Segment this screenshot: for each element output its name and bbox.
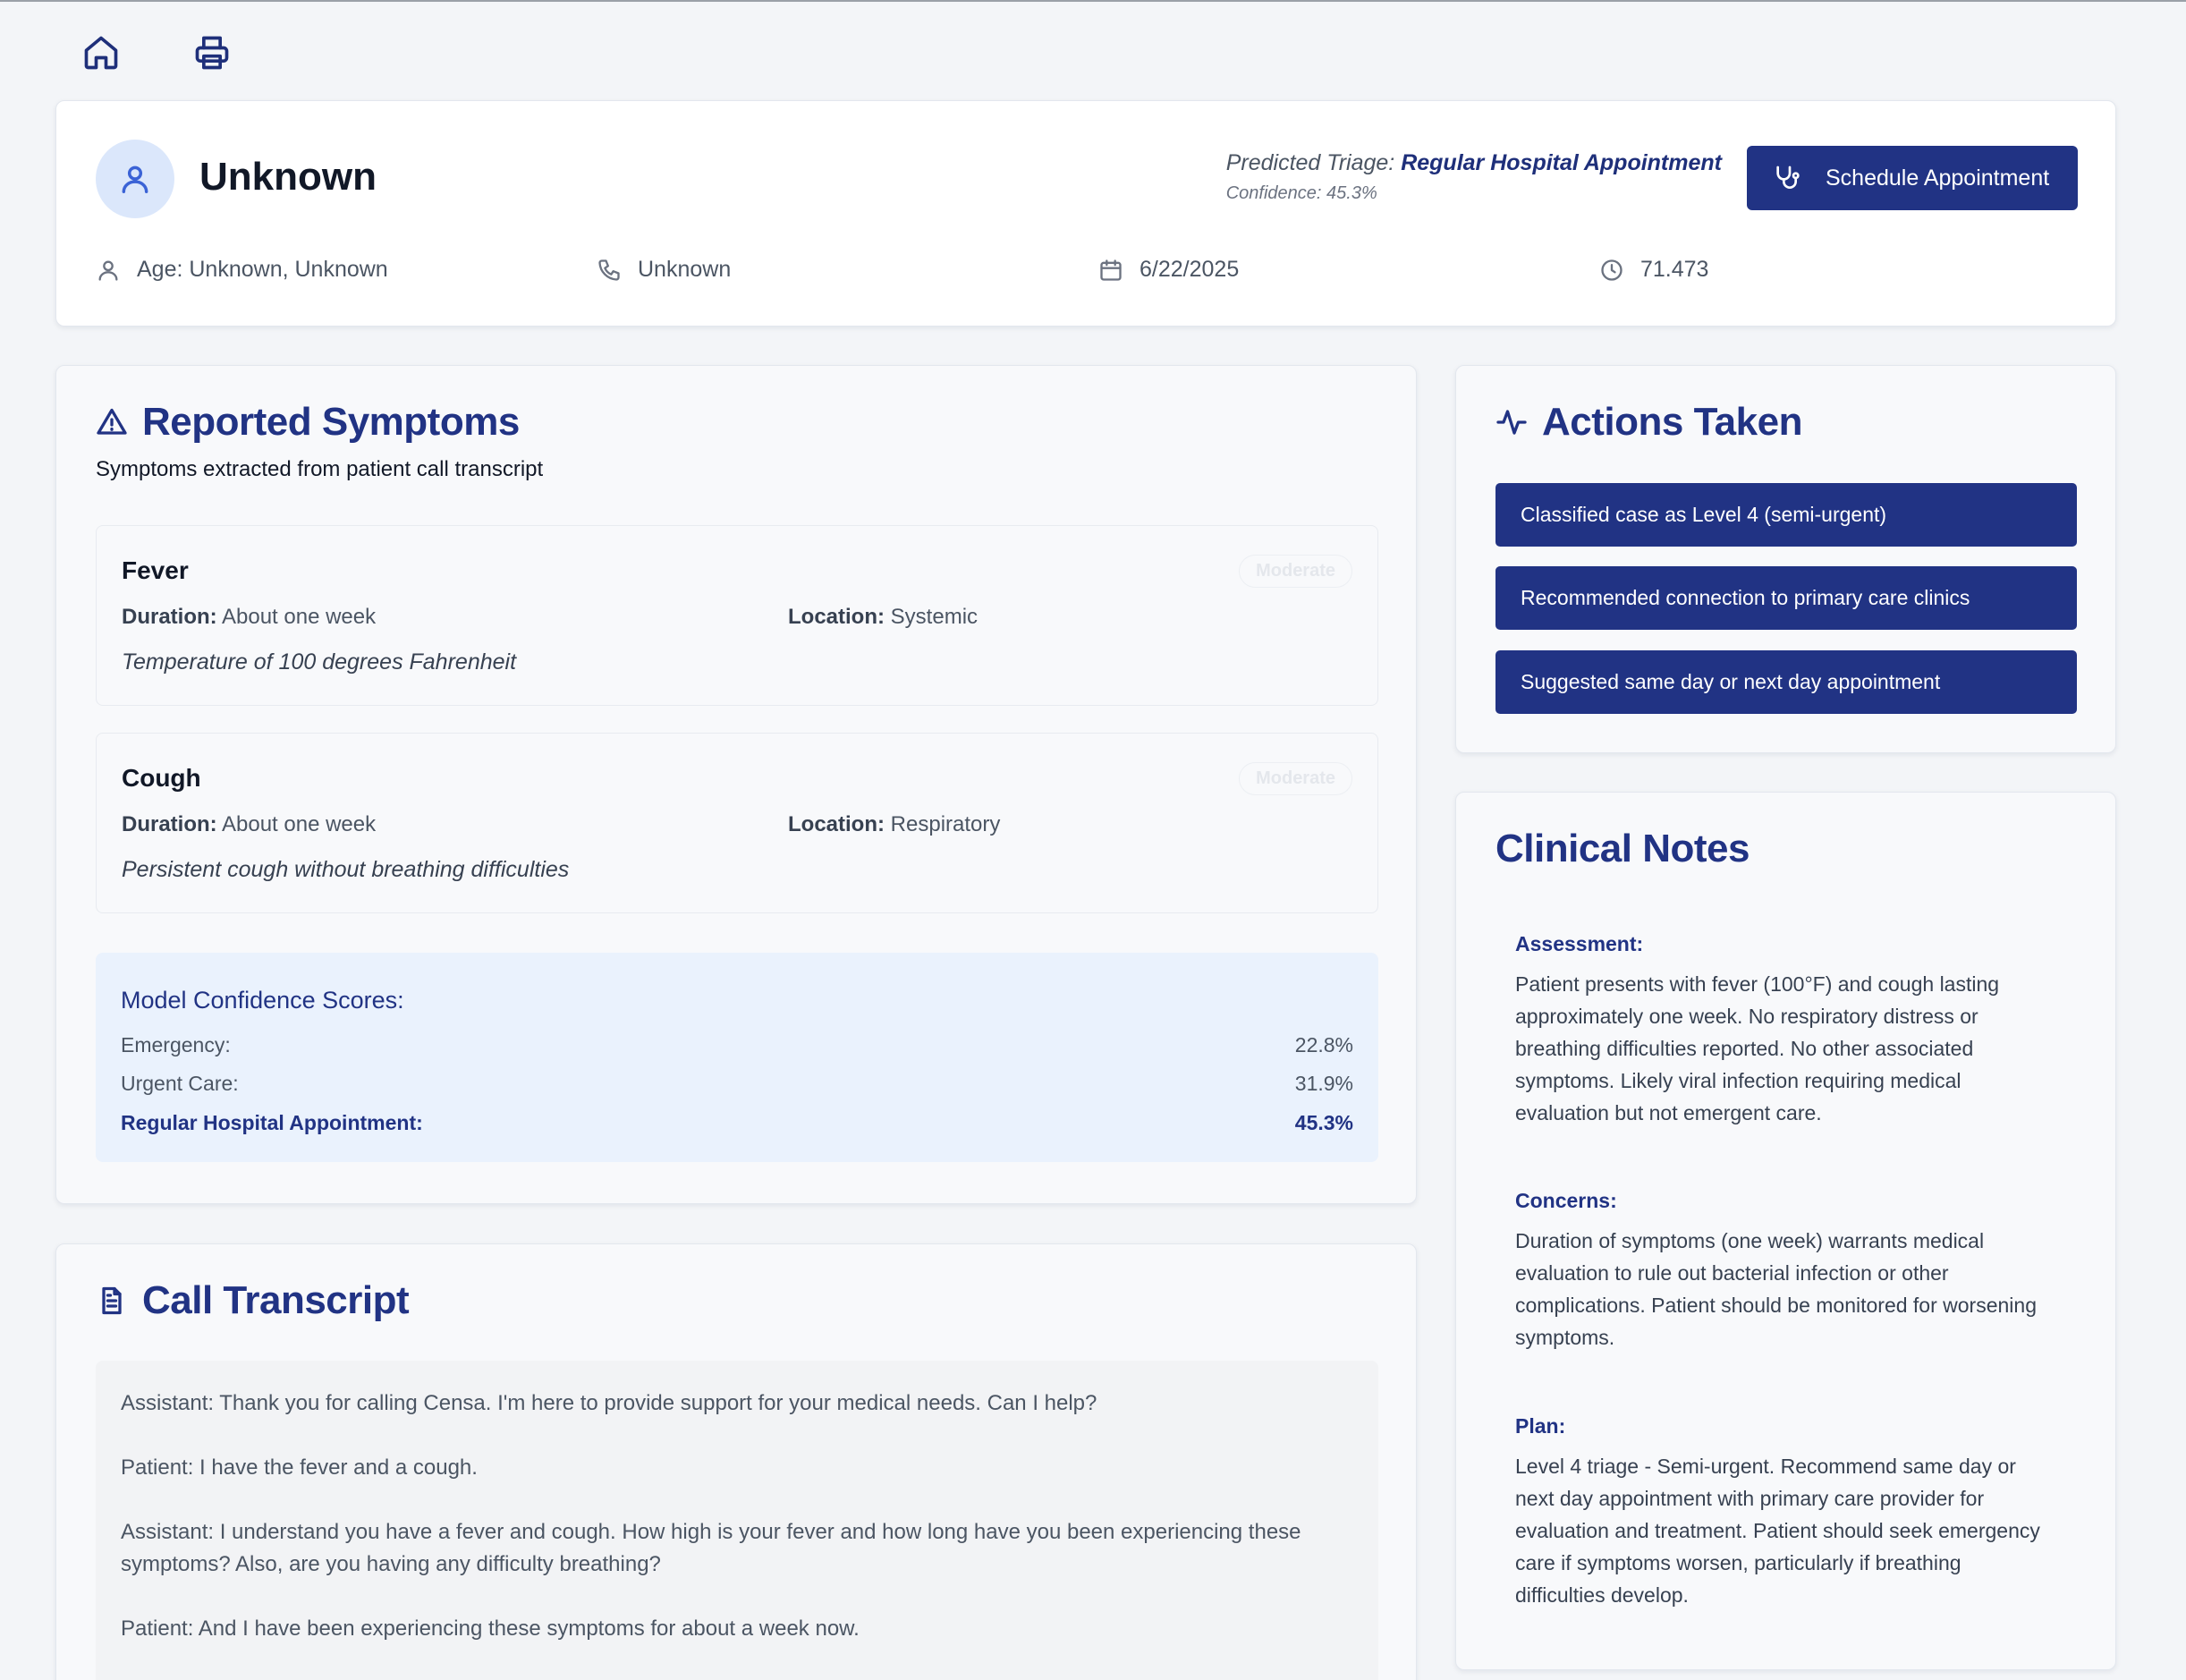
assessment-label: Assessment: bbox=[1515, 932, 1644, 955]
stethoscope-icon bbox=[1772, 164, 1800, 192]
symptom-card-fever bbox=[96, 525, 1378, 706]
duration-label: Duration: bbox=[122, 605, 217, 629]
symptoms-header bbox=[96, 400, 520, 445]
patient-age bbox=[96, 257, 388, 283]
duration-value: About one week bbox=[222, 605, 377, 629]
assessment-text: Patient presents with fever (100°F) and cough lasting approximately one week. No respiratory distress or breathing difficulties reported. No other associated symptoms. Likely viral infection requiring medical evaluation but not emergent care. bbox=[1515, 972, 2000, 1124]
patient-phone-text: Unknown bbox=[638, 257, 732, 282]
call-date-text: 6/22/2025 bbox=[1140, 257, 1240, 282]
window-top-border bbox=[0, 0, 2186, 2]
confidence-value: 31.9% bbox=[1294, 1072, 1353, 1095]
transcript-line: Patient: And I have been experiencing these symptoms for about a week now. bbox=[121, 1616, 860, 1641]
symptoms-title: Reported Symptoms bbox=[142, 400, 520, 444]
toolbar bbox=[79, 30, 234, 75]
warning-triangle-icon bbox=[96, 406, 128, 438]
clinical-notes-header bbox=[1495, 827, 1750, 871]
triage-value: Regular Hospital Appointment bbox=[1401, 150, 1722, 175]
confidence-row-urgent-care bbox=[121, 1072, 1353, 1096]
schedule-appointment-label: Schedule Appointment bbox=[1826, 165, 2050, 191]
confidence-row-regular-appointment bbox=[121, 1111, 1353, 1135]
duration-value: About one week bbox=[222, 812, 377, 836]
symptom-name: Cough bbox=[122, 764, 201, 792]
clock-icon bbox=[1599, 258, 1624, 283]
confidence-row-emergency bbox=[121, 1033, 1353, 1057]
transcript-title: Call Transcript bbox=[142, 1278, 410, 1322]
transcript-body[interactable] bbox=[96, 1361, 1378, 1680]
confidence-label: Emergency: bbox=[121, 1033, 231, 1056]
call-duration-text: 71.473 bbox=[1640, 257, 1709, 282]
action-item[interactable]: Recommended connection to primary care clinics bbox=[1495, 566, 2077, 630]
symptom-name: Fever bbox=[122, 556, 189, 584]
symptom-note: Persistent cough without breathing difficulties bbox=[122, 857, 570, 882]
symptom-location bbox=[788, 605, 978, 630]
user-icon bbox=[118, 162, 152, 196]
confidence-label: Urgent Care: bbox=[121, 1072, 239, 1095]
patient-name: Unknown bbox=[199, 155, 377, 199]
reported-symptoms-card bbox=[55, 365, 1417, 1204]
patient-phone bbox=[597, 257, 731, 283]
location-value: Systemic bbox=[890, 605, 979, 629]
calendar-icon bbox=[1098, 258, 1123, 283]
action-item[interactable]: Suggested same day or next day appointment bbox=[1495, 650, 2077, 714]
model-confidence-scores bbox=[96, 953, 1378, 1162]
call-transcript-card bbox=[55, 1243, 1417, 1680]
symptom-card-cough bbox=[96, 733, 1378, 913]
transcript-header bbox=[96, 1278, 409, 1323]
symptom-duration bbox=[122, 812, 376, 837]
actions-title: Actions Taken bbox=[1542, 400, 1802, 444]
transcript-line: Assistant: Thank you for calling Censa. I'm here to provide support for your medical needs. Can I help? bbox=[121, 1391, 1097, 1415]
symptom-note: Temperature of 100 degrees Fahrenheit bbox=[122, 649, 517, 675]
avatar bbox=[96, 140, 174, 218]
confidence-value: 45.3% bbox=[1294, 1111, 1353, 1134]
triage-label: Predicted Triage: bbox=[1225, 150, 1395, 175]
transcript-line: Patient: I have the fever and a cough. bbox=[121, 1455, 478, 1480]
call-date bbox=[1098, 257, 1239, 283]
schedule-appointment-button[interactable] bbox=[1747, 146, 2078, 210]
plan-label: Plan: bbox=[1515, 1414, 1566, 1438]
severity-badge: Moderate bbox=[1239, 555, 1352, 588]
home-button[interactable] bbox=[79, 30, 123, 75]
activity-icon bbox=[1495, 406, 1528, 438]
confidence-title: Model Confidence Scores: bbox=[121, 987, 404, 1014]
clinical-notes-title: Clinical Notes bbox=[1495, 827, 1750, 870]
location-value: Respiratory bbox=[890, 812, 1001, 836]
patient-age-text: Age: Unknown, Unknown bbox=[137, 257, 388, 282]
home-icon bbox=[81, 33, 121, 72]
patient-header-card bbox=[55, 100, 2116, 327]
action-item[interactable]: Classified case as Level 4 (semi-urgent) bbox=[1495, 483, 2077, 547]
actions-header bbox=[1495, 400, 1802, 445]
print-button[interactable] bbox=[190, 30, 234, 75]
location-label: Location: bbox=[788, 812, 885, 836]
person-icon bbox=[96, 258, 121, 283]
severity-badge: Moderate bbox=[1239, 762, 1352, 795]
confidence-label: Regular Hospital Appointment: bbox=[121, 1111, 423, 1134]
transcript-line: Assistant: I understand you have a fever and cough. How high is your fever and how long have you been experiencing these symptoms? Also, are you having any difficulty breathing? bbox=[121, 1520, 1301, 1576]
call-duration bbox=[1599, 257, 1708, 283]
symptom-location bbox=[788, 812, 1000, 837]
actions-taken-card bbox=[1455, 365, 2116, 753]
plan-text: Level 4 triage - Semi-urgent. Recommend same day or next day appointment with primary care provider for evaluation and treatment. Patient should seek emergency care if symptoms worsen, particularly if breathing difficulties develop. bbox=[1515, 1455, 2040, 1607]
triage-prediction bbox=[1226, 150, 1722, 204]
duration-label: Duration: bbox=[122, 812, 217, 836]
phone-icon bbox=[597, 258, 622, 283]
symptoms-subtitle: Symptoms extracted from patient call transcript bbox=[96, 457, 544, 481]
symptom-duration bbox=[122, 605, 376, 630]
concerns-text: Duration of symptoms (one week) warrants medical evaluation to rule out bacterial infection or other complications. Patient should be monitored for worsening symptoms. bbox=[1515, 1229, 2037, 1349]
clinical-notes-card bbox=[1455, 792, 2116, 1670]
triage-confidence: Confidence: 45.3% bbox=[1225, 183, 1377, 203]
confidence-value: 22.8% bbox=[1294, 1033, 1353, 1056]
printer-icon bbox=[192, 33, 232, 72]
document-icon bbox=[96, 1285, 128, 1317]
concerns-label: Concerns: bbox=[1515, 1189, 1617, 1212]
location-label: Location: bbox=[788, 605, 885, 629]
